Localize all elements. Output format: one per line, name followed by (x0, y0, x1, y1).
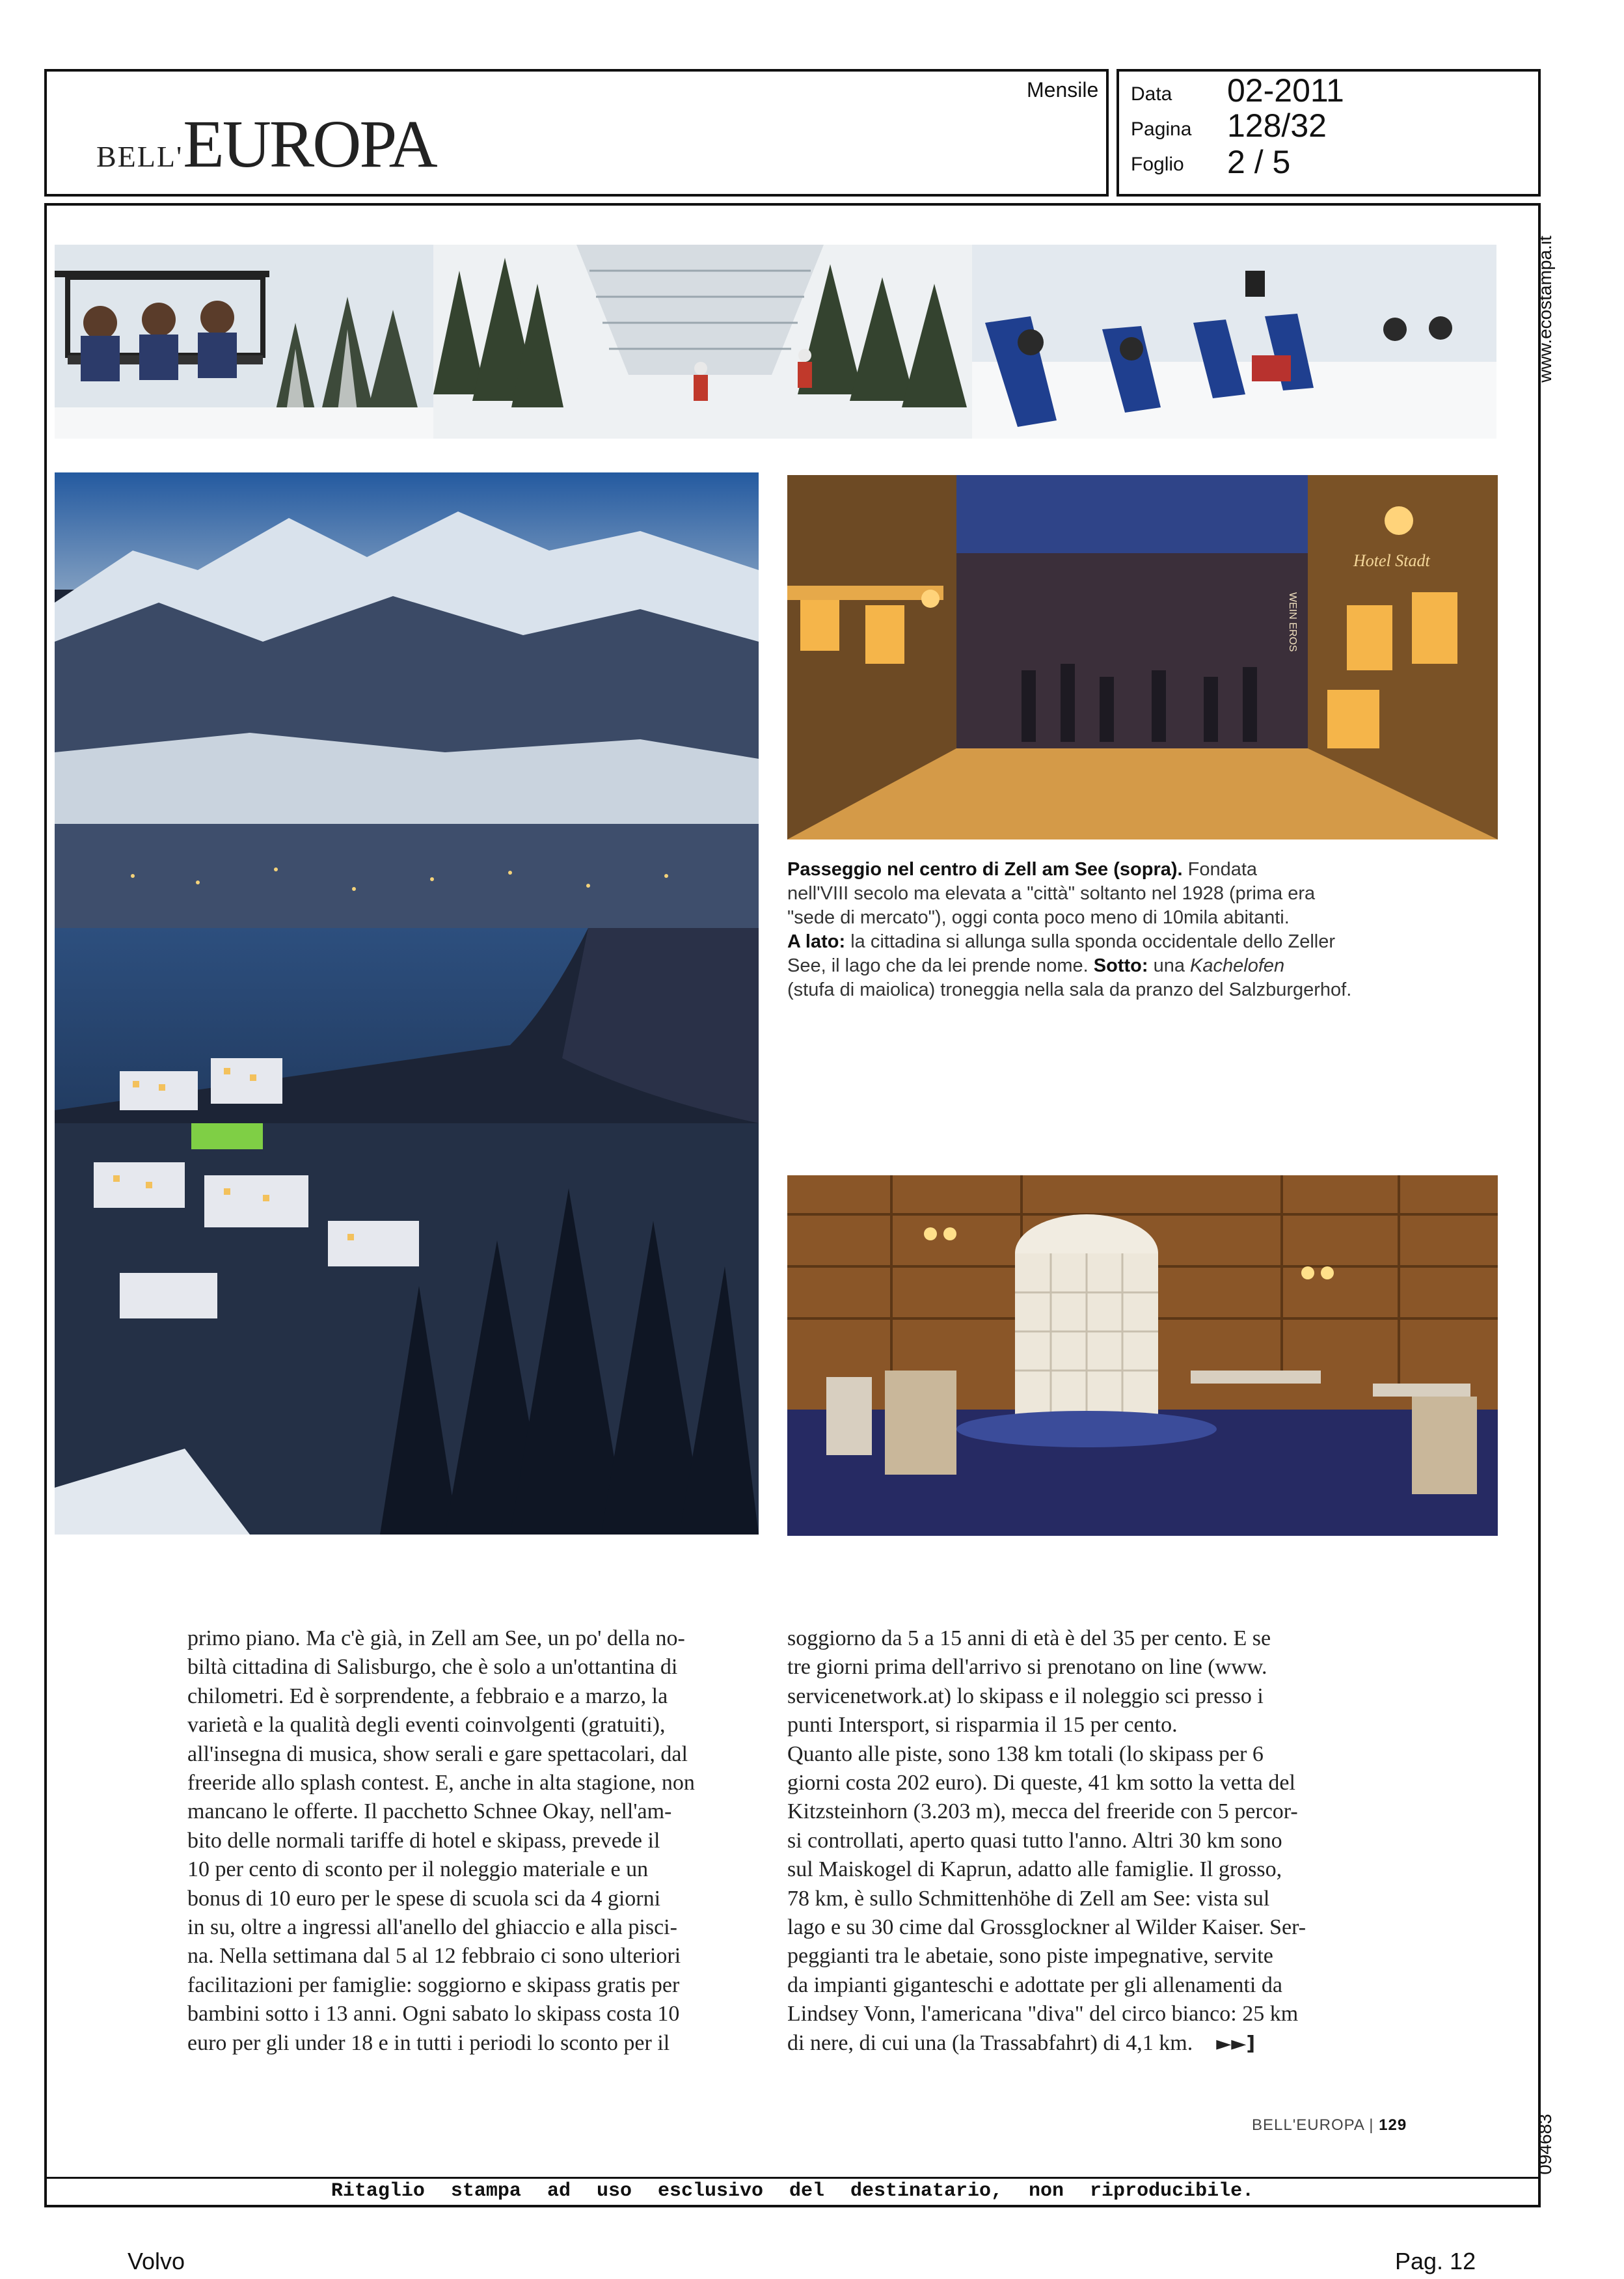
col1-line: biltà cittadina di Salisburgo, che è solo a un'ottantina di (187, 1655, 678, 1680)
folio-separator: | (1369, 2116, 1379, 2134)
side-code-text: 094683 (1535, 2114, 1555, 2175)
caption-lato-text-2: See, il lago che da lei prende nome. (787, 955, 1089, 976)
stove-illustration (787, 1175, 1498, 1536)
col2-last-line (787, 2029, 1356, 2058)
col2-line: da impianti giganteschi e adottate per gli allenamenti da (787, 1972, 1282, 1997)
caption-line-5 (787, 954, 1425, 978)
col1-line: bonus di 10 euro per le spese di scuola sci da 4 giorni (187, 1886, 661, 1911)
caption-lato-text-1: la cittadina si allunga sulla sponda occidentale dello Zeller (850, 931, 1335, 952)
caption-line-3: "sede di mercato"), oggi conta poco meno di 10mila abitanti. (787, 907, 1290, 928)
page-folio (1252, 2116, 1407, 2135)
col2-line: peggianti tra le abetaie, sono piste impegnative, servite (787, 1944, 1273, 1969)
footer-disclaimer: Ritaglio stampa ad uso esclusivo del destinatario, non riproducibile. (331, 2180, 1254, 2202)
col2-line: si controllati, aperto quasi tutto l'anno. Altri 30 km sono (787, 1828, 1282, 1853)
col1-line: all'insegna di musica, show serali e gare spettacolari, dal (187, 1741, 688, 1766)
logo-main: EUROPA (183, 107, 436, 182)
frequency-label: Mensile (1027, 78, 1099, 102)
caption-text-1a: Fondata (1187, 859, 1258, 880)
side-url-text: www.ecostampa.it (1535, 236, 1555, 383)
footer-divider (44, 2177, 1541, 2179)
col2-line: Kitzsteinhorn (3.203 m), mecca del freeride con 5 percor- (787, 1799, 1298, 1824)
caption-sotto-label: Sotto: (1093, 955, 1148, 976)
col2-line-text: di nere, di cui una (la Trassabfahrt) di 4,1 km. (787, 2030, 1193, 2055)
side-code (1529, 2108, 1562, 2180)
folio-magazine: BELL'EUROPA (1252, 2116, 1364, 2134)
caption-sotto-em: Kachelofen (1190, 955, 1285, 976)
photo-ski-slope (433, 245, 972, 439)
col1-line: bambini sotto i 13 anni. Ogni sabato lo skipass costa 10 (187, 2002, 680, 2027)
caption-line-1 (787, 858, 1425, 882)
photo-caption (787, 858, 1425, 1002)
col1-line: chilometri. Ed è sorprendente, a febbraio e a marzo, la (187, 1684, 668, 1708)
col1-line: bito delle normali tariffe di hotel e skipass, prevede il (187, 1828, 660, 1853)
caption-line-6: (stufa di maiolica) troneggia nella sala da pranzo del Salzburgerhof. (787, 979, 1352, 1000)
photo-lake-view (55, 472, 759, 1535)
col2-line: lago e su 30 cime dal Grossglockner al Wilder Kaiser. Ser- (787, 1915, 1306, 1940)
col2-line: Lindsey Vonn, l'americana "diva" del circo bianco: 25 km (787, 2002, 1299, 2027)
col1-line: in su, oltre a ingressi all'anello del ghiaccio e alla pisci- (187, 1915, 677, 1940)
col1-line: 10 per cento di sconto per il noleggio materiale e un (187, 1857, 649, 1882)
caption-line-4 (787, 930, 1425, 954)
photo-deck-chairs (972, 245, 1496, 439)
end-of-article-mark: ►►] (1216, 2032, 1256, 2055)
col2-line: servicenetwork.at) lo skipass e il noleggio sci presso i (787, 1684, 1264, 1708)
col2-line: giorni costa 202 euro). Di queste, 41 km sotto la vetta del (787, 1771, 1295, 1795)
article-column-2 (787, 1624, 1356, 2058)
col2-line: tre giorni prima dell'arrivo si prenotano on line (www. (787, 1655, 1267, 1680)
foglio-value: 2 / 5 (1227, 144, 1291, 180)
col2-line: punti Intersport, si risparmia il 15 per cento. (787, 1713, 1178, 1738)
col1-line: freeride allo splash contest. E, anche in alta stagione, non (187, 1771, 695, 1795)
caption-line-2: nell'VIII secolo ma elevata a "città" soltanto nel 1928 (prima era (787, 883, 1316, 904)
col1-line: varietà e la qualità degli eventi coinvolgenti (gratuiti), (187, 1713, 666, 1738)
photo-chairlift (55, 245, 433, 439)
page-counter: Pag. 12 (1395, 2248, 1476, 2274)
caption-lato-label: A lato: (787, 931, 846, 952)
pagina-label: Pagina (1131, 118, 1192, 140)
col2-line: 78 km, è sullo Schmittenhöhe di Zell am See: vista sul (787, 1886, 1270, 1911)
col2-line: Quanto alle piste, sono 138 km totali (lo skipass per 6 (787, 1741, 1264, 1766)
foglio-label: Foglio (1131, 154, 1184, 175)
chairlift-illustration (55, 245, 433, 439)
data-label: Data (1131, 83, 1172, 105)
col1-line: euro per gli under 18 e in tutti i periodi lo sconto per il (187, 2030, 670, 2055)
folio-page-number: 129 (1379, 2116, 1407, 2134)
data-value: 02-2011 (1227, 72, 1344, 109)
deck-chairs-illustration (972, 245, 1496, 439)
caption-title-suffix: (sopra). (1113, 859, 1183, 880)
photo-street-zell-am-see (787, 475, 1498, 839)
col2-line: sul Maiskogel di Kaprun, adatto alle famiglie. Il grosso, (787, 1857, 1282, 1882)
sign-wine: WEIN EROS (1287, 592, 1298, 652)
ski-slope-illustration (433, 245, 972, 439)
col1-line: na. Nella settimana dal 5 al 12 febbraio ci sono ulteriori (187, 1944, 681, 1969)
col2-line: soggiorno da 5 a 15 anni di età è del 35 per cento. E se (787, 1626, 1271, 1650)
logo-prefix: BELL' (96, 140, 183, 173)
magazine-logo (96, 105, 436, 183)
article-column-1 (187, 1624, 759, 2058)
col1-line: mancano le offerte. Il pacchetto Schnee Okay, nell'am- (187, 1799, 672, 1824)
street-illustration (787, 475, 1498, 839)
photo-tiled-stove (787, 1175, 1498, 1536)
caption-title: Passeggio nel centro di Zell am See (787, 859, 1109, 880)
sign-hotel: Hotel Stadt (1353, 551, 1430, 570)
side-url (1529, 215, 1562, 403)
pagina-value: 128/32 (1227, 107, 1327, 144)
col1-line: primo piano. Ma c'è già, in Zell am See, un po' della no- (187, 1626, 685, 1650)
lake-town-illustration (55, 472, 759, 1535)
client-name: Volvo (128, 2248, 185, 2274)
col1-line: facilitazioni per famiglie: soggiorno e skipass gratis per (187, 1972, 680, 1997)
caption-sotto-pre: una (1153, 955, 1185, 976)
